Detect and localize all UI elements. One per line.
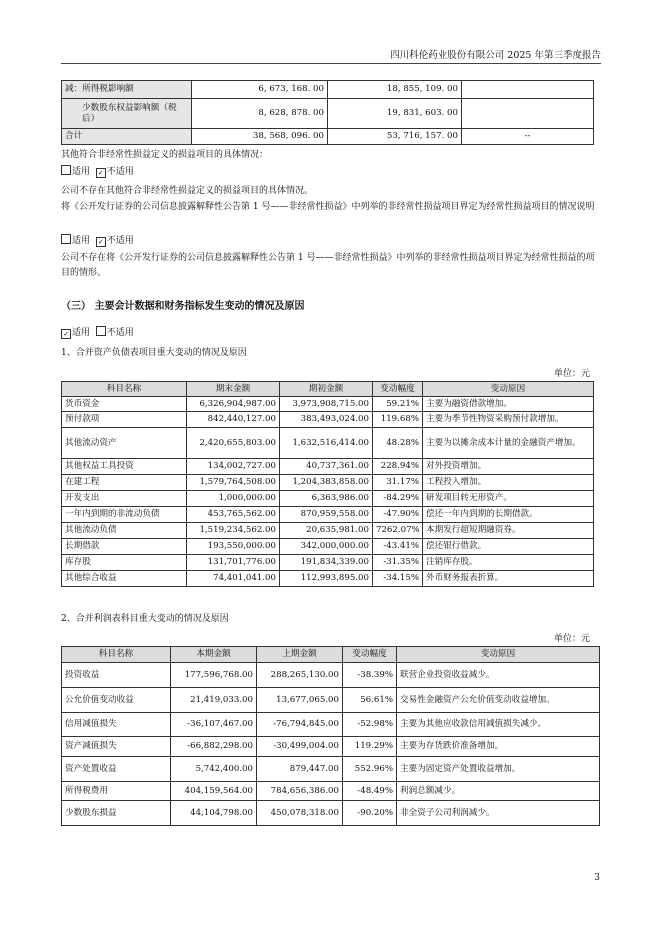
- change-reason: 主要为固定资产处置收益增加。: [397, 757, 600, 782]
- applicability-option: 适用 ✓ 不适用: [61, 234, 601, 249]
- change-reason: 外币财务报表折算。: [423, 571, 594, 587]
- change-reason: 本期发行超短期融资券。: [423, 523, 594, 539]
- table-row: [62, 412, 594, 428]
- item-name: 资产减值损失: [62, 737, 171, 757]
- row-label: 减：所得税影响额: [62, 81, 192, 99]
- change-reason: 利润总额减少。: [397, 782, 600, 801]
- balance-sheet-changes-table: [61, 381, 594, 587]
- end-amount: 1,519,234,562.00: [187, 523, 280, 539]
- change-rate: -34.15%: [373, 571, 423, 587]
- change-rate: 119.68%: [373, 412, 423, 428]
- change-reason: 非全资子公司利润减少。: [397, 801, 600, 826]
- table-header-row: [62, 647, 600, 663]
- change-reason: 联营企业投资收益减少。: [397, 663, 600, 688]
- column-header: 变动原因: [397, 647, 600, 663]
- begin-amount: 112,993,895.00: [280, 571, 373, 587]
- header-divider: [61, 63, 601, 64]
- table-row: [62, 81, 594, 99]
- checkbox-checked-icon: ✓: [61, 329, 71, 339]
- checkbox-unchecked-icon: [61, 165, 71, 175]
- begin-amount: 1,204,383,858.00: [280, 475, 373, 491]
- current-amount: 177,596,768.00: [171, 663, 257, 688]
- column-header: 本期金额: [171, 647, 257, 663]
- table-row: [62, 523, 594, 539]
- current-amount: 21,419,033.00: [171, 688, 257, 713]
- change-rate: -48.49%: [343, 782, 397, 801]
- change-rate: -47.90%: [373, 507, 423, 523]
- prior-amount: 288,265,130.00: [257, 663, 343, 688]
- table-row: [62, 459, 594, 475]
- begin-amount: 6,363,986.00: [280, 491, 373, 507]
- begin-amount: 3,973,908,715.00: [280, 397, 373, 412]
- income-statement-changes-table: [61, 646, 600, 826]
- change-reason: 工程投入增加。: [423, 475, 594, 491]
- begin-amount: 870,959,558.00: [280, 507, 373, 523]
- change-reason: 主要为以摊余成本计量的金融资产增加。: [423, 428, 594, 459]
- current-amount: -36,107,467.00: [171, 713, 257, 737]
- table-row: [62, 757, 600, 782]
- change-rate: 228.94%: [373, 459, 423, 475]
- prior-amount: 450,078,318.00: [257, 801, 343, 826]
- change-reason: 主要为其他应收款信用减值损失减少。: [397, 713, 600, 737]
- cell-value: 19, 831, 603. 00: [328, 99, 462, 129]
- begin-amount: 342,000,000.00: [280, 539, 373, 555]
- change-reason: 主要为季节性物资采购预付款增加。: [423, 412, 594, 428]
- change-rate: 552.96%: [343, 757, 397, 782]
- change-rate: 119.29%: [343, 737, 397, 757]
- row-label: 合计: [62, 129, 192, 145]
- end-amount: 74,401,041.00: [187, 571, 280, 587]
- checkbox-checked-icon: ✓: [96, 237, 106, 247]
- item-name: 一年内到期的非流动负债: [62, 507, 187, 523]
- item-name: 少数股东损益: [62, 801, 171, 826]
- item-name: 其他权益工具投资: [62, 459, 187, 475]
- column-header: 期末金额: [187, 382, 280, 397]
- change-reason: 主要为存货跌价准备增加。: [397, 737, 600, 757]
- table-row: [62, 539, 594, 555]
- page-number: 3: [594, 873, 600, 883]
- begin-amount: 1,632,516,414.00: [280, 428, 373, 459]
- subsection-heading: 2、合并利润表科目重大变动的情况及原因: [61, 614, 229, 624]
- change-rate: -38.39%: [343, 663, 397, 688]
- cell-value: 53, 716, 157. 00: [328, 129, 462, 145]
- item-name: 货币资金: [62, 397, 187, 412]
- change-reason: 交易性金融资产公允价值变动收益增加。: [397, 688, 600, 713]
- column-header: 期初金额: [280, 382, 373, 397]
- end-amount: 134,002,727.00: [187, 459, 280, 475]
- cell-value: 8, 628, 878. 00: [192, 99, 328, 129]
- row-label: 少数股东权益影响额（税后）: [62, 99, 192, 129]
- end-amount: 842,440,127.00: [187, 412, 280, 428]
- column-header: 变动原因: [423, 382, 594, 397]
- prior-amount: -30,499,004.00: [257, 737, 343, 757]
- table-row: [62, 99, 594, 129]
- current-amount: 44,104,798.00: [171, 801, 257, 826]
- checkbox-unchecked-icon: [61, 234, 71, 244]
- table-row: [62, 737, 600, 757]
- table-row: [62, 491, 594, 507]
- change-rate: -52.98%: [343, 713, 397, 737]
- change-rate: 7262.07%: [373, 523, 423, 539]
- table-header-row: [62, 382, 594, 397]
- item-name: 其他综合收益: [62, 571, 187, 587]
- item-name: 预付款项: [62, 412, 187, 428]
- table-row: [62, 663, 600, 688]
- current-amount: 5,742,400.00: [171, 757, 257, 782]
- checkbox-checked-icon: ✓: [96, 168, 106, 178]
- prior-amount: -76,794,845.00: [257, 713, 343, 737]
- change-reason: 主要为融资借款增加。: [423, 397, 594, 412]
- item-name: 投资收益: [62, 663, 171, 688]
- cell-value: 38, 568, 096. 00: [192, 129, 328, 145]
- end-amount: 193,550,000.00: [187, 539, 280, 555]
- item-name: 其他流动负债: [62, 523, 187, 539]
- cell-value: [462, 99, 594, 129]
- end-amount: 453,765,562.00: [187, 507, 280, 523]
- end-amount: 1,579,764,508.00: [187, 475, 280, 491]
- applicability-option: ✓ 适用 不适用: [61, 326, 601, 341]
- change-reason: 研发项目转无形资产。: [423, 491, 594, 507]
- column-header: 上期金额: [257, 647, 343, 663]
- table-row: [62, 688, 600, 713]
- change-rate: -43.41%: [373, 539, 423, 555]
- current-amount: 404,159,564.00: [171, 782, 257, 801]
- begin-amount: 383,493,024.00: [280, 412, 373, 428]
- end-amount: 131,701,776.00: [187, 555, 280, 571]
- column-header: 科目名称: [62, 647, 171, 663]
- paragraph-reclassification: 将《公开发行证券的公司信息披露解释性公告第 1 号——非经常性损益》中列举的非经常性损益项目界定为经常性损益项目的情况说明: [61, 202, 595, 212]
- item-name: 长期借款: [62, 539, 187, 555]
- change-rate: -90.20%: [343, 801, 397, 826]
- change-reason: 偿还银行借款。: [423, 539, 594, 555]
- column-header: 变动幅度: [343, 647, 397, 663]
- applicability-option: 适用 ✓ 不适用: [61, 165, 601, 180]
- column-header: 变动幅度: [373, 382, 423, 397]
- table-row: [62, 555, 594, 571]
- table-row: [62, 782, 600, 801]
- begin-amount: 191,834,339.00: [280, 555, 373, 571]
- change-rate: 31.17%: [373, 475, 423, 491]
- unit-label: 单位：元: [553, 634, 590, 644]
- non-recurring-summary-table: [61, 80, 594, 145]
- change-rate: 59.21%: [373, 397, 423, 412]
- subsection-heading: 1、合并资产负债表项目重大变动的情况及原因: [61, 348, 247, 358]
- prior-amount: 784,656,386.00: [257, 782, 343, 801]
- cell-value: 6, 673, 168. 00: [192, 81, 328, 99]
- item-name: 资产处置收益: [62, 757, 171, 782]
- table-row: [62, 507, 594, 523]
- item-name: 所得税费用: [62, 782, 171, 801]
- item-name: 信用减值损失: [62, 713, 171, 737]
- current-amount: -66,882,298.00: [171, 737, 257, 757]
- prior-amount: 879,447.00: [257, 757, 343, 782]
- prior-amount: 13,677,065.00: [257, 688, 343, 713]
- cell-value: 18, 855, 109. 00: [328, 81, 462, 99]
- unit-label: 单位：元: [553, 369, 590, 379]
- end-amount: 1,000,000.00: [187, 491, 280, 507]
- begin-amount: 40,737,361.00: [280, 459, 373, 475]
- checkbox-unchecked-icon: [96, 326, 106, 336]
- end-amount: 6,326,904,987.00: [187, 397, 280, 412]
- change-rate: 56.61%: [343, 688, 397, 713]
- change-rate: -31.35%: [373, 555, 423, 571]
- paragraph-statement: 公司不存在将《公开发行证券的公司信息披露解释性公告第 1 号——非经常性损益》中列举的非经常性损益项目界定为经常性损益的项目的情形。: [61, 253, 595, 278]
- cell-value: [462, 81, 594, 99]
- change-reason: 注销库存股。: [423, 555, 594, 571]
- change-rate: -84.29%: [373, 491, 423, 507]
- change-reason: 偿还一年内到期的长期借款。: [423, 507, 594, 523]
- item-name: 开发支出: [62, 491, 187, 507]
- table-row: [62, 571, 594, 587]
- table-row: [62, 475, 594, 491]
- item-name: 库存股: [62, 555, 187, 571]
- table-row: [62, 397, 594, 412]
- paragraph-statement: 公司不存在其他符合非经常性损益定义的损益项目的具体情况。: [61, 186, 314, 196]
- item-name: 公允价值变动收益: [62, 688, 171, 713]
- item-name: 其他流动资产: [62, 428, 187, 459]
- table-row: [62, 428, 594, 459]
- begin-amount: 20,635,981.00: [280, 523, 373, 539]
- paragraph-other-items: 其他符合非经常性损益定义的损益项目的具体情况：: [61, 150, 269, 160]
- section-heading: （三） 主要会计数据和财务指标发生变动的情况及原因: [61, 301, 305, 312]
- column-header: 科目名称: [62, 382, 187, 397]
- report-header-title: 四川科伦药业股份有限公司 2025 年第三季度报告: [390, 50, 601, 61]
- change-reason: 对外投资增加。: [423, 459, 594, 475]
- table-row: [62, 713, 600, 737]
- end-amount: 2,420,655,803.00: [187, 428, 280, 459]
- table-row: [62, 801, 600, 826]
- table-row: [62, 129, 594, 145]
- change-rate: 48.28%: [373, 428, 423, 459]
- cell-value: --: [462, 129, 594, 145]
- item-name: 在建工程: [62, 475, 187, 491]
